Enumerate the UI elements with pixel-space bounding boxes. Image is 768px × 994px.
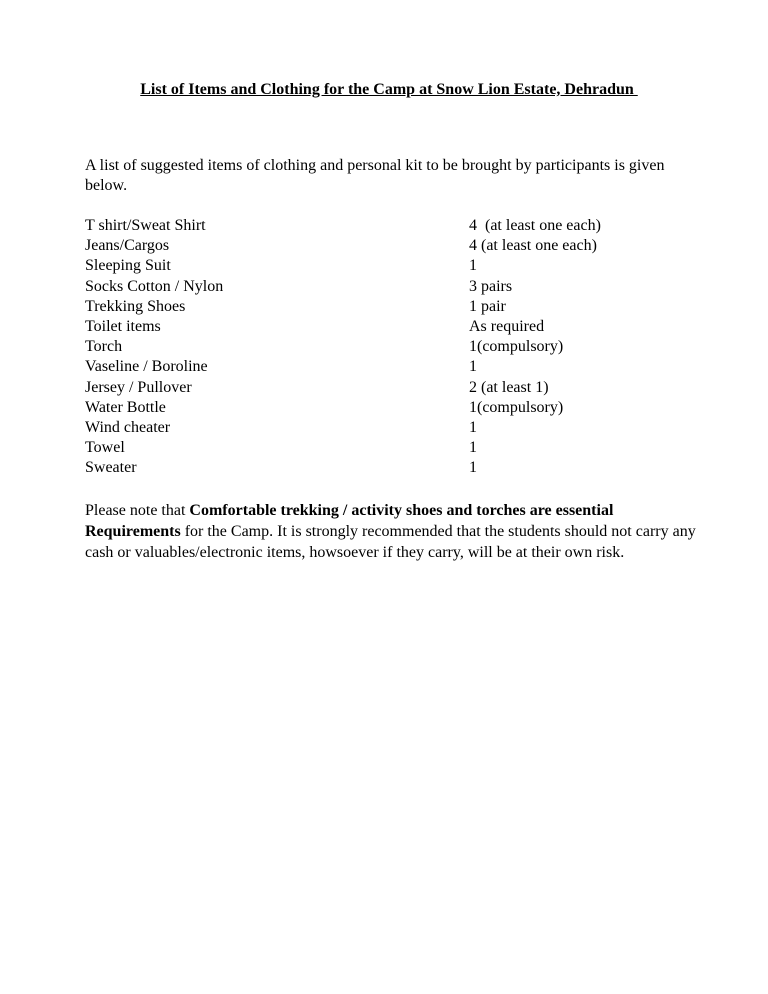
document-title: List of Items and Clothing for the Camp at Snow Lion Estate, Dehradun xyxy=(140,81,638,98)
item-row xyxy=(85,236,705,256)
item-row xyxy=(85,357,705,377)
item-row xyxy=(85,297,705,317)
item-row xyxy=(85,458,705,478)
item-name: Toilet items xyxy=(85,317,161,335)
note-emphasis: Comfortable trekking / activity shoes and torches are essential Requirements xyxy=(85,502,614,540)
item-row xyxy=(85,398,705,418)
item-name: Jersey / Pullover xyxy=(85,378,192,396)
item-quantity: 1(compulsory) xyxy=(469,338,564,356)
item-name: Vaseline / Boroline xyxy=(85,358,208,376)
item-name: Sleeping Suit xyxy=(85,257,171,275)
item-name: Torch xyxy=(85,338,123,356)
item-name: Socks Cotton / Nylon xyxy=(85,277,224,295)
item-quantity: 1(compulsory) xyxy=(469,398,564,416)
item-name: Jeans/Cargos xyxy=(85,237,170,255)
item-row xyxy=(85,277,705,297)
item-quantity: 1 xyxy=(469,358,477,376)
item-quantity: 1 xyxy=(469,459,477,477)
item-name: Sweater xyxy=(85,459,137,477)
note-prefix: Please note that xyxy=(85,502,190,519)
item-row xyxy=(85,337,705,357)
item-quantity: 4 (at least one each) xyxy=(469,237,597,255)
item-quantity: 3 pairs xyxy=(469,277,513,295)
item-row xyxy=(85,438,705,458)
intro-paragraph: A list of suggested items of clothing and personal kit to be brought by participants is given below. xyxy=(85,157,665,194)
item-name: Wind cheater xyxy=(85,418,171,436)
note-suffix: for the Camp. It is strongly recommended that the students should not carry any cash or valuables/electronic items, howsoever if they carry, will be at their own risk. xyxy=(85,523,696,561)
item-name: Trekking Shoes xyxy=(85,297,186,315)
item-quantity: 1 xyxy=(469,257,477,275)
item-quantity: 1 xyxy=(469,439,477,457)
item-row xyxy=(85,418,705,438)
note-paragraph xyxy=(85,500,700,563)
item-quantity: 1 xyxy=(469,418,477,436)
item-name: T shirt/Sweat Shirt xyxy=(85,217,206,234)
item-quantity: 4 (at least one each) xyxy=(469,217,601,234)
item-quantity: 1 pair xyxy=(469,297,506,315)
item-row xyxy=(85,256,705,276)
item-row xyxy=(85,317,705,337)
item-row xyxy=(85,216,705,236)
item-name: Water Bottle xyxy=(85,398,166,416)
item-row xyxy=(85,378,705,398)
item-quantity: As required xyxy=(469,317,545,335)
items-list xyxy=(85,216,705,478)
item-quantity: 2 (at least 1) xyxy=(469,378,549,396)
item-name: Towel xyxy=(85,439,125,457)
